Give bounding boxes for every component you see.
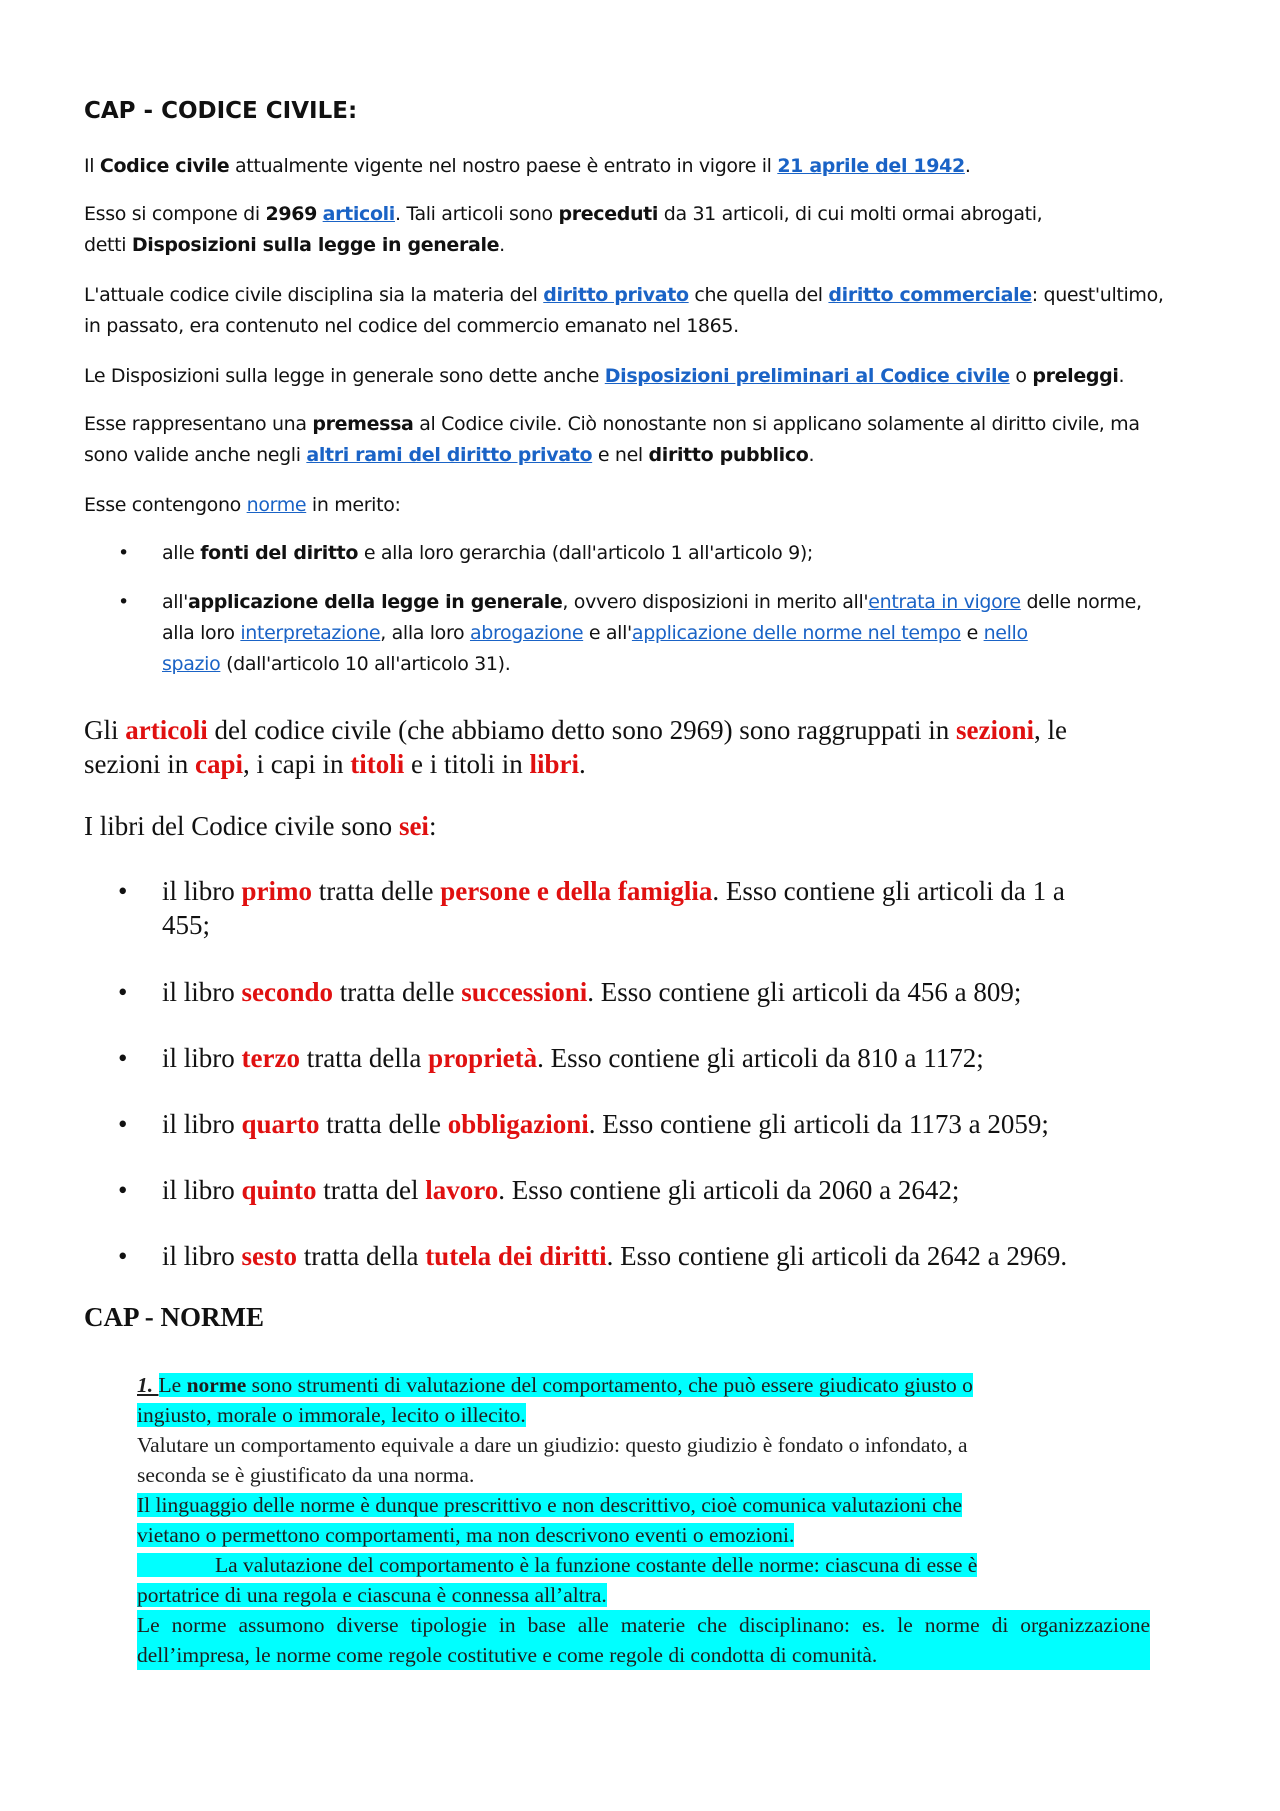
bullet-icon: •	[118, 1241, 128, 1271]
paragraph-disciplina: L'attuale codice civile disciplina sia la materia del diritto privato che quella del diritto commerciale: quest'ultimo, in passato, era contenuto nel codice del commercio emanato nel 1865.	[84, 284, 1164, 337]
norme-paragraph-1: 1. Le norme sono strumenti di valutazione del comportamento, che può essere giudicato giusto o ingiusto, morale o immorale, lecito o illecito.	[137, 1373, 973, 1427]
paragraph-contengono: Esse contengono norme in merito:	[84, 494, 401, 516]
link-diritto-commerciale[interactable]: diritto commerciale	[828, 284, 1032, 306]
link-articoli[interactable]: articoli	[322, 203, 395, 225]
bold-text: Codice civile	[99, 155, 230, 177]
paragraph-intro: Il Codice civile attualmente vigente nel nostro paese è entrato in vigore il 21 aprile del 1942.	[84, 155, 971, 177]
bullet-icon: •	[118, 1109, 128, 1139]
list-item-libro-secondo: • il libro secondo tratta delle successioni. Esso contiene gli articoli da 456 a 809;	[118, 977, 1022, 1007]
paragraph-raggruppamento: Gli articoli del codice civile (che abbiamo detto sono 2969) sono raggruppati in sezioni, le sezioni in capi, i capi in titoli e i titoli in libri.	[84, 715, 1068, 779]
bullet-icon: •	[118, 591, 129, 613]
link-altri-rami[interactable]: altri rami del diritto privato	[306, 444, 593, 466]
link-norme[interactable]: norme	[246, 494, 307, 516]
link-diritto-privato[interactable]: diritto privato	[543, 284, 689, 306]
norme-paragraph-3: Il linguaggio delle norme è dunque prescrittivo e non descrittivo, cioè comunica valutazioni che vietano o permettono comportamenti, ma non descrivono eventi o emozioni.	[137, 1493, 963, 1547]
list-item-libro-terzo: • il libro terzo tratta della proprietà. Esso contiene gli articoli da 810 a 1172;	[118, 1043, 984, 1073]
link-applicazione-nel-tempo[interactable]: applicazione delle norme nel tempo	[631, 622, 961, 644]
link-nello-spazio[interactable]: nello	[983, 622, 1028, 644]
paragraph-preleggi: Le Disposizioni sulla legge in generale sono dette anche Disposizioni preliminari al Codice civile o preleggi.	[84, 365, 1125, 387]
bullet-icon: •	[118, 977, 128, 1007]
link-interpretazione[interactable]: interpretazione	[240, 622, 381, 644]
list-item-libro-quarto: • il libro quarto tratta delle obbligazioni. Esso contiene gli articoli da 1173 a 2059;	[118, 1109, 1049, 1139]
chapter-title-norme: CAP - NORME	[84, 1302, 264, 1332]
list-item-applicazione: • all'applicazione della legge in generale, ovvero disposizioni in merito all'entrata in vigore delle norme, alla loro interpretazione, alla loro abrogazione e all'applicazione delle norme nel tempo e nello spazio (dall'articolo 10 all'articolo 31).	[118, 587, 1178, 680]
item-number: 1.	[137, 1373, 159, 1397]
norme-paragraph-5: Le norme assumono diverse tipologie in base alle materie che disciplinano: es. le norme di organizzazione dell’impresa, le norme come regole costitutive e come regole di condotta di comunità.	[137, 1610, 1150, 1670]
bullet-icon: •	[118, 1043, 128, 1073]
paragraph-premessa: Esse rappresentano una premessa al Codice civile. Ciò nonostante non si applicano solamente al diritto civile, ma sono valide anche negli altri rami del diritto privato e nel diritto pubblico.	[84, 413, 1140, 466]
link-entrata-in-vigore[interactable]: entrata in vigore	[868, 591, 1021, 613]
link-21-aprile-1942[interactable]: 21 aprile del 1942	[777, 155, 965, 177]
link-disposizioni-preliminari[interactable]: Disposizioni preliminari al Codice civile	[604, 365, 1010, 387]
norme-paragraph-2: Valutare un comportamento equivale a dare un giudizio: questo giudizio è fondato o infondato, a seconda se è giustificato da una norma.	[137, 1433, 968, 1487]
list-item-libro-quinto: • il libro quinto tratta del lavoro. Esso contiene gli articoli da 2060 a 2642;	[118, 1175, 960, 1205]
paragraph-libri-sei: I libri del Codice civile sono sei:	[84, 811, 437, 841]
bullet-icon: •	[118, 876, 128, 906]
link-abrogazione[interactable]: abrogazione	[469, 622, 584, 644]
list-item-fonti: • alle fonti del diritto e alla loro gerarchia (dall'articolo 1 all'articolo 9);	[118, 538, 1178, 569]
bullet-icon: •	[118, 542, 129, 564]
norme-paragraph-4: La valutazione del comportamento è la funzione costante delle norme: ciascuna di esse è portatrice di una regola e ciascuna è connessa all’altra.	[137, 1553, 978, 1607]
norme-block	[137, 1370, 1150, 1670]
bullet-icon: •	[118, 1175, 128, 1205]
list-item-libro-sesto: • il libro sesto tratta della tutela dei diritti. Esso contiene gli articoli da 2642 a 2969.	[118, 1241, 1068, 1271]
list-item-libro-primo: • il libro primo tratta delle persone e della famiglia. Esso contiene gli articoli da 1 a 455;	[118, 876, 1065, 940]
link-nello-spazio-cont[interactable]: spazio	[162, 653, 221, 675]
paragraph-composizione: Esso si compone di 2969 articoli. Tali articoli sono preceduti da 31 articoli, di cui molti ormai abrogati, detti Disposizioni sulla legge in generale.	[84, 203, 1043, 256]
chapter-title-codice-civile: CAP - CODICE CIVILE:	[84, 98, 358, 124]
